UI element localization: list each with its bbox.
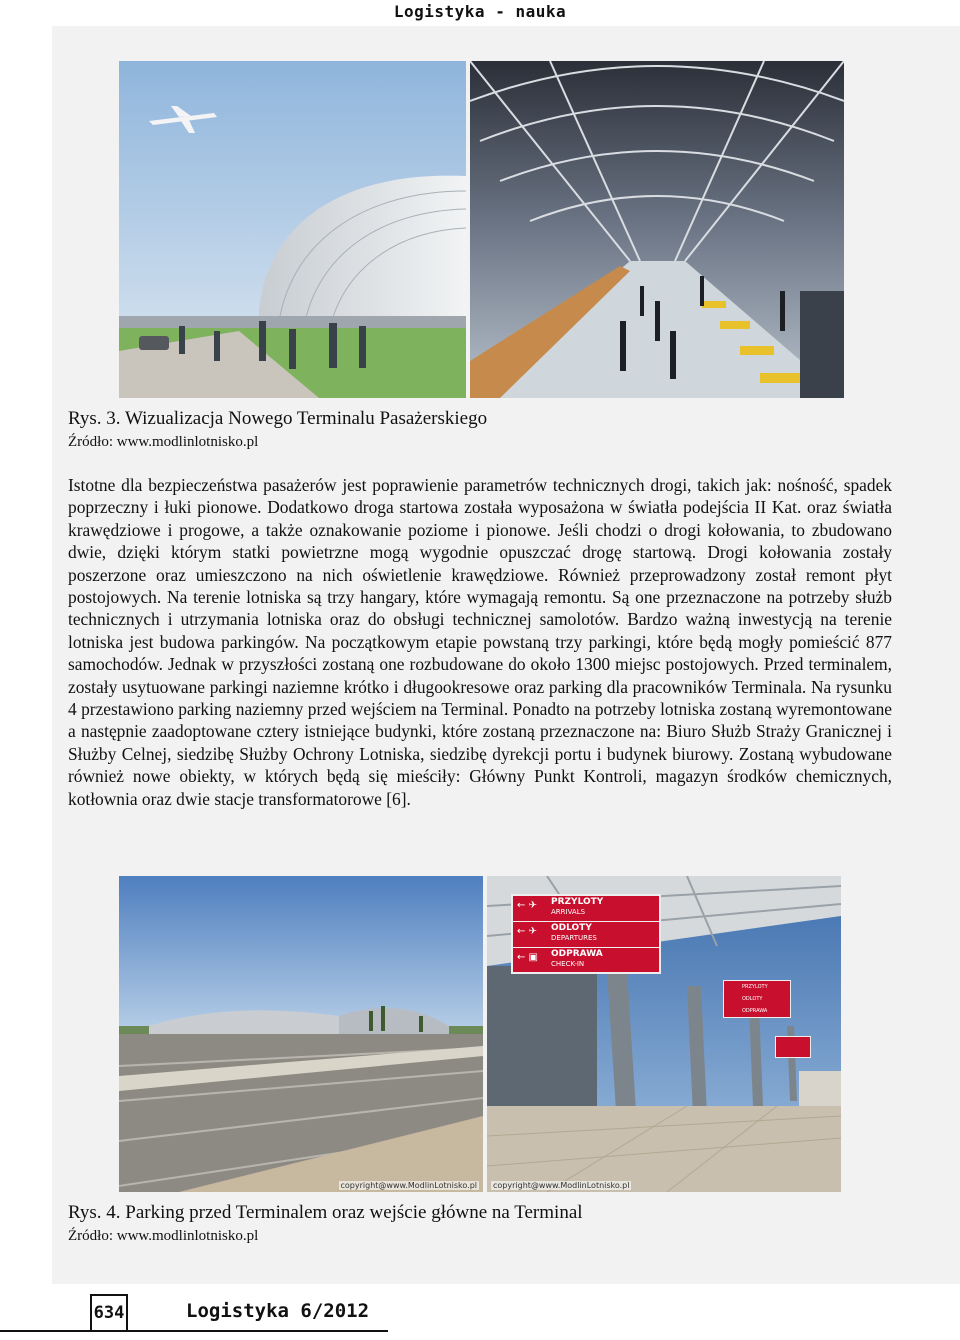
footer-rule: [0, 1330, 388, 1332]
terminal-interior-photo: [470, 61, 844, 398]
entrance-photo-copyright: copyright@www.ModlinLotnisko.pl: [493, 1181, 630, 1190]
page-number: 634: [90, 1294, 128, 1332]
sign-label-en: DEPARTURES: [551, 934, 597, 942]
sign-label-en: CHECK-IN: [551, 960, 585, 968]
entrance-photo: [487, 876, 841, 1192]
sign-label-pl: ODLOTY: [551, 923, 592, 933]
terminal-exterior-photo: [119, 61, 466, 398]
sign-check-in: [513, 948, 659, 972]
figure-3-caption: Rys. 3. Wizualizacja Nowego Terminalu Pasażerskiego: [68, 408, 488, 429]
parking-photo-copyright: copyright@www.ModlinLotnisko.pl: [340, 1181, 477, 1190]
distant-sign-label: PRZYLOTY: [742, 984, 768, 990]
journal-issue: Logistyka 6/2012: [186, 1300, 370, 1322]
distant-sign-board: [723, 980, 791, 1018]
sign-label-pl: PRZYLOTY: [551, 897, 604, 907]
arrow-icon: ← ✈: [517, 900, 537, 911]
sign-label-en: ARRIVALS: [551, 908, 586, 916]
arrow-icon: ← ✈: [517, 926, 537, 937]
figure-4-source: Źródło: www.modlinlotnisko.pl: [68, 1228, 259, 1244]
sign-arrivals: [513, 896, 659, 922]
parking-photo: [119, 876, 483, 1192]
figure-4-caption: Rys. 4. Parking przed Terminalem oraz wejście główne na Terminal: [68, 1202, 583, 1223]
distant-sign-label: ODPRAWA: [742, 1008, 768, 1014]
body-paragraph: Istotne dla bezpieczeństwa pasażerów jest poprawienie parametrów technicznych drogi, takich jak: nośność, spadek poprzeczny i łuki pionowe. Dodatkowo droga startowa została wyposażona w światła podejścia II Kat. oraz światła krawędziowe i progowe, a także oznakowanie poziome i pionowe. Jeśli chodzi o drogi kołowania, to zbudowano dwie, dzięki którym statki powietrzne mogą wygodnie opuszczać drogę startową. Drogi kołowania zostały poszerzone oraz umieszczono na nich oświetlenie krawędziowe. Również przeprowadzony został remont płyt postojowych. Na terenie lotniska są trzy hangary, które wymagają remontu. Są one przeznaczone na potrzeby służb technicznych i utrzymania lotniska oraz do obsługi technicznej samolotów. Bardzo ważną inwestycją na terenie lotniska jest budowa parkingów. Na początkowym etapie powstaną trzy parkingi, które będą mogły pomieścić 877 samochodów. Jednak w przyszłości zostaną one rozbudowane do około 1300 miejsc postojowych. Przed terminalem, zostały usytuowane parkingi naziemne krótko i długookresowe oraz parking dla pracowników Terminala. Na rysunku 4 przestawiono parking naziemny przed wejściem na Terminal. Ponadto na potrzeby lotniska zostaną wyremontowane a następnie zaadoptowane cztery istniejące budynki, które zostaną przeznaczone na: Biuro Służb Straży Granicznej i Służby Celnej, siedzibę Służby Ochrony Lotniska, siedzibę dyrekcji portu i budynek biurowy. Zostaną wybudowane również nowe obiekty, w których będą się mieściły: Główny Punkt Kontroli, magazyn środków chemicznych, kotłownia oraz dwie stacje transformatorowe [6].: [68, 475, 892, 809]
sign-label-pl: ODPRAWA: [551, 949, 603, 959]
sign-departures: [513, 922, 659, 948]
figure-3-source: Źródło: www.modlinlotnisko.pl: [68, 434, 259, 450]
direction-sign-board: [511, 894, 661, 974]
journal-section-title: Logistyka - nauka: [393, 2, 567, 21]
far-sign-board: [775, 1036, 811, 1058]
arrow-icon: ← ▣: [517, 952, 539, 963]
distant-sign-label: ODLOTY: [742, 996, 763, 1002]
running-header: [0, 0, 960, 24]
